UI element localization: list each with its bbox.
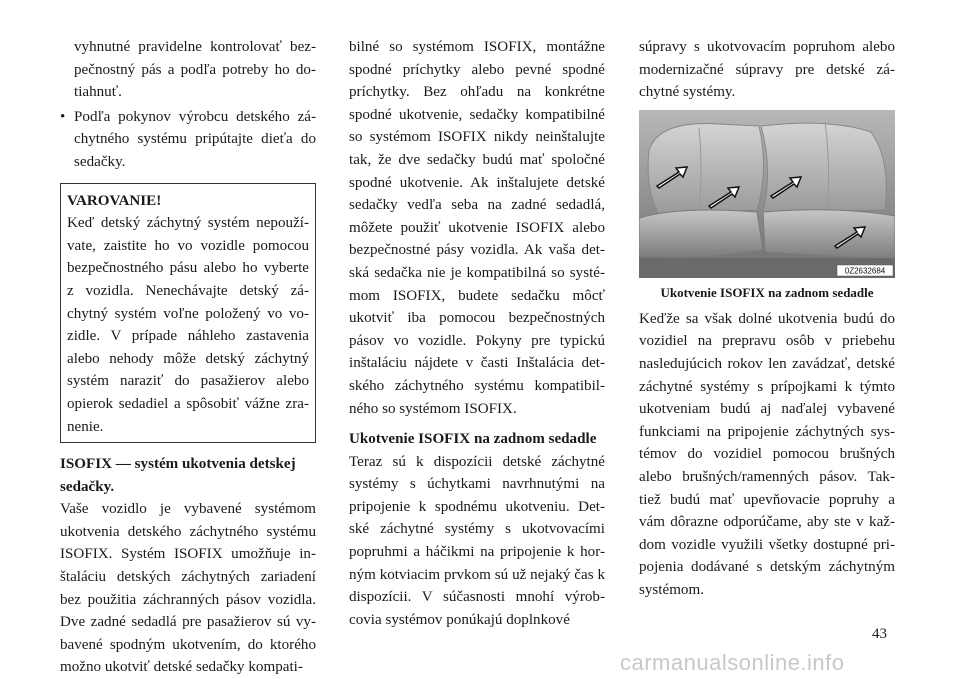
warning-box [60,183,316,444]
warning-title: VAROVANIE! [67,192,162,209]
bullet-text: Podľa pokynov výrobcu detského zá-chytného systému pripútajte dieťa do sedačky. [74,108,316,170]
column-1 [60,36,316,679]
rear-seat-photo [639,110,895,278]
rear-seat-illustration [639,110,895,278]
body-text-compat: bilné so systémom ISOFIX, montážne spodné príchytky alebo pevné spodné príchytky. Bez ohľadu na konkrétne spodné ukotvenie, sedačky kompatibilné so systémom ISOFIX nikdy neinštalujte tak, že dve sedačky budú mať spoločné spodné ukotvenie. Ak inštalujete detské sedačky vedľa seba na zadné sedadlá, môžete použiť ukotvenie ISOFIX alebo bezpečnostné pásy vozidla. Ak vaša det-ská sedačka nie je kompatibilná so systé-mom ISOFIX, budete sedačku môcť ukotviť iba pomocou bezpečnostných pásov vo vozidle. Pokyny pre typickú inštaláciu nájdete v časti Inštalácia det-ského záchytného systému kompatibil-ného so systémom ISOFIX. [349,39,605,417]
photo-code: 0Z2632684 [844,266,886,276]
body-text-kits: súpravy s ukotvovacím popruhom alebo modernizačné súpravy pre detské zá-chytné systémy. [639,39,895,101]
body-text-isofix: Vaše vozidlo je vybavené systémom ukotvenia detského záchytného systému ISOFIX. Systém ISOFIX umožňuje in-štaláciu detských záchytných zariadení bez použitia záchranných pásov vozidla. Dve zadné sedadlá pre pasažierov sú vy-bavené spodným ukotvením, do ktorého možno ukotviť detské sedačky kompati- [60,501,316,676]
section-heading-isofix: ISOFIX — systém ukotvenia detskej sedačky. [60,456,296,495]
watermark: carmanualsonline.info [620,650,845,675]
warning-text: Keď detský záchytný systém nepouží-vate, zaistite ho vo vozidle pomocou bezpečnostného pásu alebo ho vyberte z vozidla. Nenechávajte detský zá-chytný systém voľne položený vo vo-zidle. V prípade náhleho zastavenia alebo nehody môže detský záchytný systém naraziť do pasažierov alebo opierok sedadiel a spôsobiť vážne zra-nenie. [67,215,309,435]
body-text-rear-seat: Teraz sú k dispozícii detské záchytné systémy s úchytkami navrhnutými na pripojenie k spodnému ukotveniu. Det-ské záchytné systémy s ukotvovacími popruhmi a háčikmi na pripojenie k hor-ným kotviacim prvkom sú už nejaký čas k dispozícii. V súčasnosti mnohí výrob-covia systémov ponúkajú doplnkové [349,453,605,628]
bullet-symbol: • [60,108,66,125]
column-3 [639,36,895,602]
bullet-item [60,106,316,174]
body-text-lower-anchors: Keďže sa však dolné ukotvenia budú do vozidiel na prepravu osôb v priebehu nasledujúcich rokov len zavádzať, detské záchytné systémy s prípojkami k týmto ukotveniam budú aj naďalej vybavené funkciami na pripojenie záchytných sys-témov do vozidiel pomocou brušných alebo brušných/ramenných pásov. Tak-tiež budú mať upevňovacie popruhy a vám dôrazne odporúčame, aby ste v kaž-dom vozidle využili všetky dostupné pri-pojenia dodávané s detským záchytným systémom. [639,310,895,598]
continued-text: vyhnutné pravidelne kontrolovať bez-pečnostný pás a podľa potreby ho do-tiahnuť. [74,39,316,101]
page-number: 43 [872,626,887,642]
section-heading-rear-seat: Ukotvenie ISOFIX na zadnom sedadle [349,431,597,448]
column-2 [349,36,605,631]
photo-caption: Ukotvenie ISOFIX na zadnom sedadle [660,284,874,300]
